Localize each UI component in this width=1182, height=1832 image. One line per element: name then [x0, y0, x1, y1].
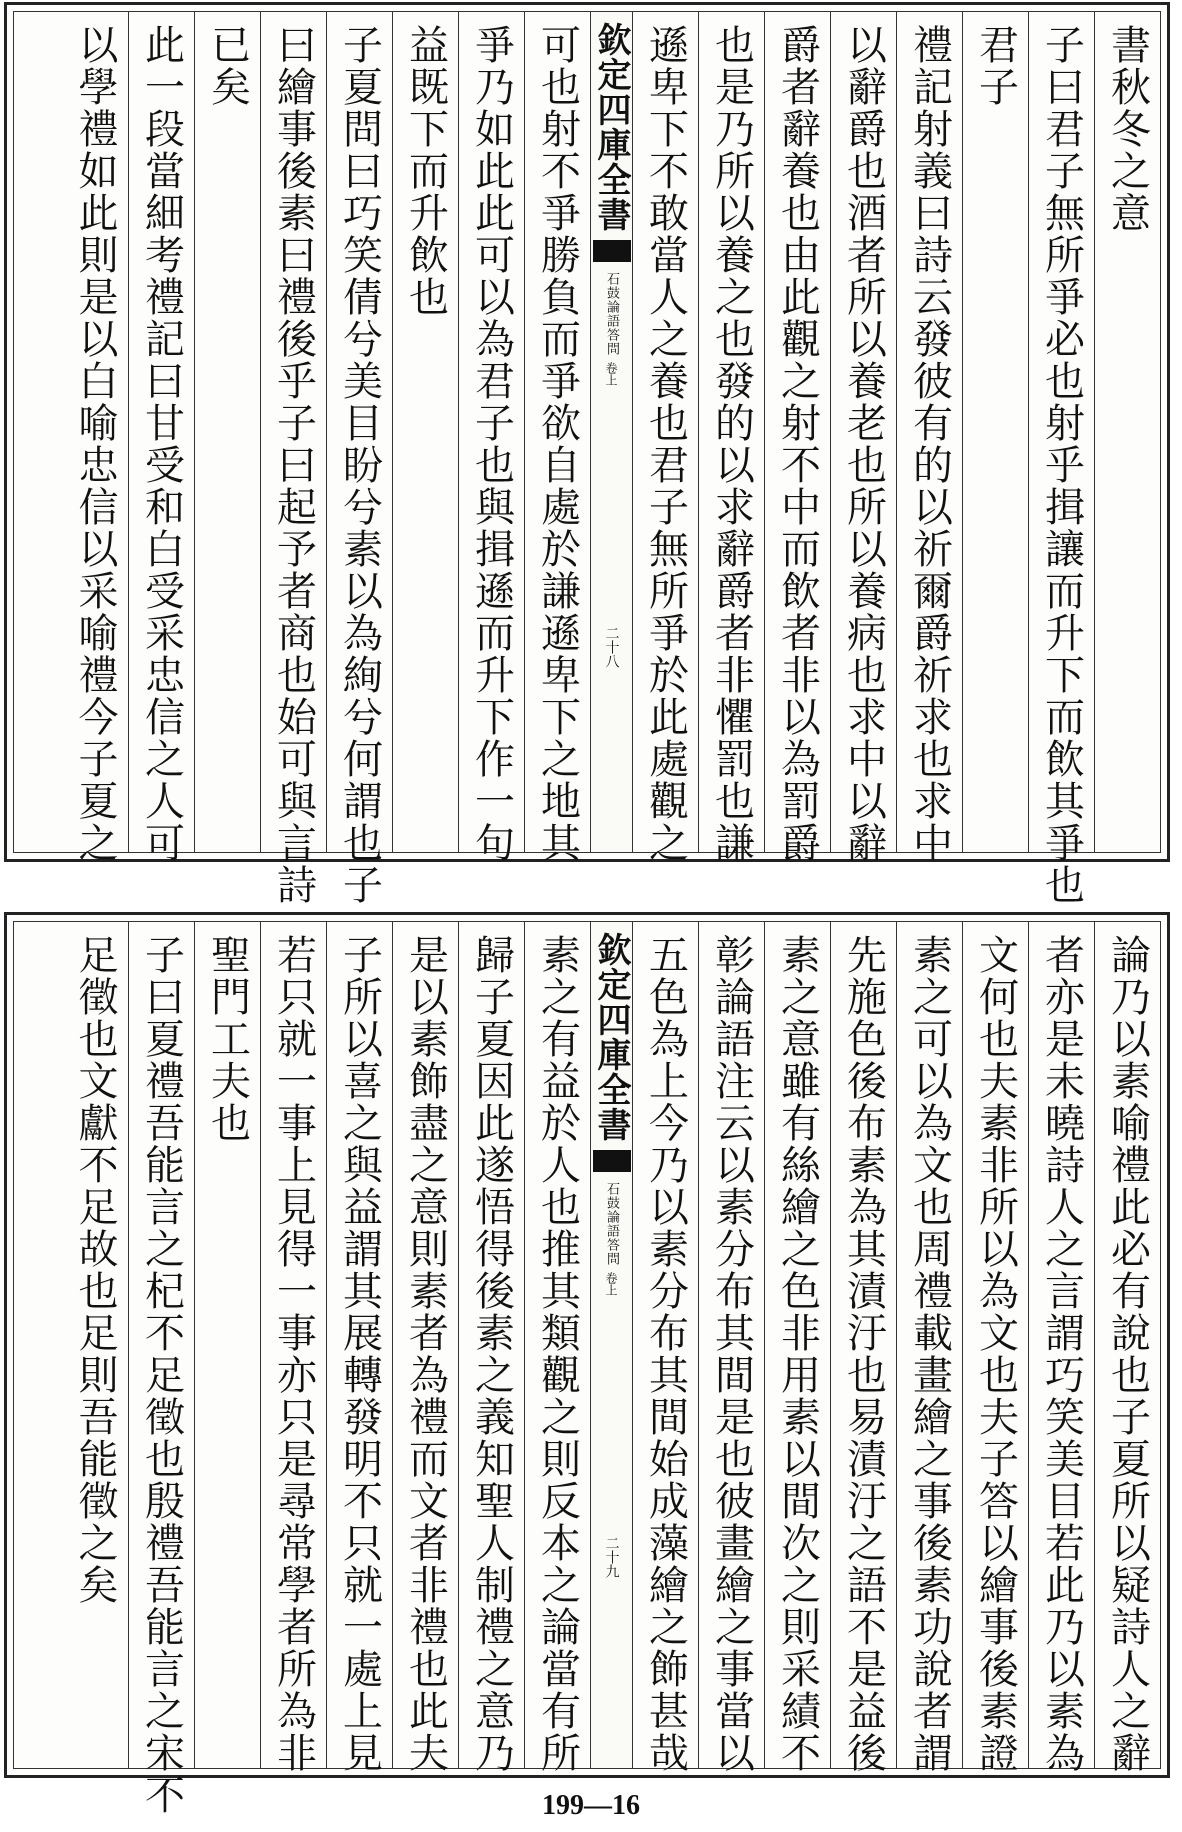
text-column — [194, 922, 260, 1768]
column-text: 爵者辭養也由此觀之射不中而飲者非以為罰爵 — [774, 24, 821, 864]
gutter-leaf-number: 二十九 — [603, 1536, 620, 1578]
column-text: 者亦是未曉詩人之言謂巧笑美目若此乃以素為 — [1038, 934, 1085, 1774]
text-column — [698, 12, 764, 864]
text-column — [458, 12, 524, 864]
text-column — [194, 12, 260, 852]
column-text: 已矣 — [204, 24, 251, 108]
text-column — [830, 12, 896, 864]
text-column — [1094, 12, 1160, 852]
column-text: 論乃以素喻禮此必有說也子夏所以疑詩人之辭 — [1104, 934, 1151, 1774]
text-column — [830, 922, 896, 1774]
column-text: 先施色後布素為其漬汙也易漬汙之語不是益後 — [840, 934, 887, 1774]
gutter-volume: 卷上 — [604, 362, 618, 386]
column-text: 禮記射義曰詩云發彼有的以祈爾爵祈求也求中 — [906, 24, 953, 864]
gutter-book-title: 石鼓論語答問 — [604, 1182, 619, 1266]
text-column — [392, 12, 458, 852]
fish-tail-mark — [593, 1150, 631, 1172]
text-column — [896, 922, 962, 1774]
column-text: 君子 — [972, 24, 1019, 108]
gutter-title: 欽定四庫全書 — [591, 932, 631, 1142]
column-text: 書秋冬之意 — [1104, 24, 1151, 234]
text-column — [458, 922, 524, 1774]
column-text: 文何也夫素非所以為文也夫子答以繪事後素證 — [972, 934, 1019, 1774]
text-column — [62, 922, 128, 1768]
text-column — [896, 12, 962, 864]
text-column — [1028, 12, 1094, 906]
center-gutter — [590, 922, 632, 1768]
column-text: 以辭爵也酒者所以養老也所以養病也求中以辭 — [840, 24, 887, 864]
text-column — [632, 922, 698, 1774]
column-text: 彰論語注云以素分布其間是也彼畫繪之事當以 — [708, 934, 755, 1774]
text-column — [392, 922, 458, 1774]
text-column — [62, 12, 128, 864]
text-column — [764, 12, 830, 864]
text-column — [962, 922, 1028, 1774]
page-number: 199—16 — [542, 1790, 640, 1821]
fish-tail-mark — [593, 240, 631, 262]
text-column — [1094, 922, 1160, 1774]
column-text: 素之意雖有絲繪之色非用素以間次之則采績不 — [774, 934, 821, 1774]
text-column — [524, 12, 590, 864]
column-text: 聖門工夫也 — [204, 934, 251, 1144]
page-top-half — [4, 2, 1170, 906]
column-text: 子曰君子無所爭必也射乎揖讓而升下而飲其爭也 — [1038, 24, 1085, 906]
column-text: 子夏問曰巧笑倩兮美目盼兮素以為絢兮何謂也子 — [336, 24, 383, 906]
column-text: 五色為上今乃以素分布其間始成藻繪之飾甚哉 — [642, 934, 689, 1774]
text-column — [1028, 922, 1094, 1774]
column-text: 此一段當細考禮記曰甘受和白受采忠信之人可 — [138, 24, 185, 864]
column-text: 歸子夏因此遂悟得後素之義知聖人制禮之意乃 — [468, 934, 515, 1774]
text-column — [962, 12, 1028, 852]
column-text: 素之可以為文也周禮載畫繪之事後素功說者謂 — [906, 934, 953, 1774]
column-text: 以學禮如此則是以白喻忠信以采喻禮今子夏之 — [72, 24, 118, 864]
column-text: 益既下而升飲也 — [402, 24, 449, 318]
column-text: 遜卑下不敢當人之養也君子無所爭於此處觀之 — [642, 24, 689, 864]
column-grid-top — [13, 11, 1161, 906]
gutter-title: 欽定四庫全書 — [591, 22, 631, 232]
gutter-leaf-number: 二十八 — [603, 626, 620, 668]
text-column — [260, 922, 326, 1774]
text-column — [764, 922, 830, 1774]
text-column — [128, 922, 194, 1816]
column-text: 子所以喜之與益謂其展轉發明不只就一處上見 — [336, 934, 383, 1774]
text-column — [260, 12, 326, 906]
column-text: 足徵也文獻不足故也足則吾能徵之矣 — [72, 934, 118, 1606]
text-column — [326, 12, 392, 906]
text-column — [524, 922, 590, 1774]
column-text: 爭乃如此此可以為君子也與揖遜而升下作一句 — [468, 24, 515, 864]
column-text: 子曰夏禮吾能言之杞不足徵也殷禮吾能言之宋不 — [138, 934, 185, 1816]
column-text: 可也射不爭勝負而爭欲自處於謙遜卑下之地其 — [534, 24, 581, 864]
text-column — [326, 922, 392, 1774]
gutter-book-title: 石鼓論語答問 — [604, 272, 619, 356]
column-text: 素之有益於人也推其類觀之則反本之論當有所 — [534, 934, 581, 1774]
text-column — [128, 12, 194, 864]
text-column — [698, 922, 764, 1774]
text-column — [632, 12, 698, 864]
column-text: 是以素飾盡之意則素者為禮而文者非禮也此夫 — [402, 934, 449, 1774]
column-text: 若只就一事上見得一事亦只是尋常學者所為非 — [270, 934, 317, 1774]
column-text: 也是乃所以養之也發的以求辭爵者非懼罰也謙 — [708, 24, 755, 864]
center-gutter — [590, 12, 632, 852]
gutter-volume: 卷上 — [604, 1272, 618, 1296]
column-text: 曰繪事後素曰禮後乎子曰起予者商也始可與言詩 — [270, 24, 317, 906]
